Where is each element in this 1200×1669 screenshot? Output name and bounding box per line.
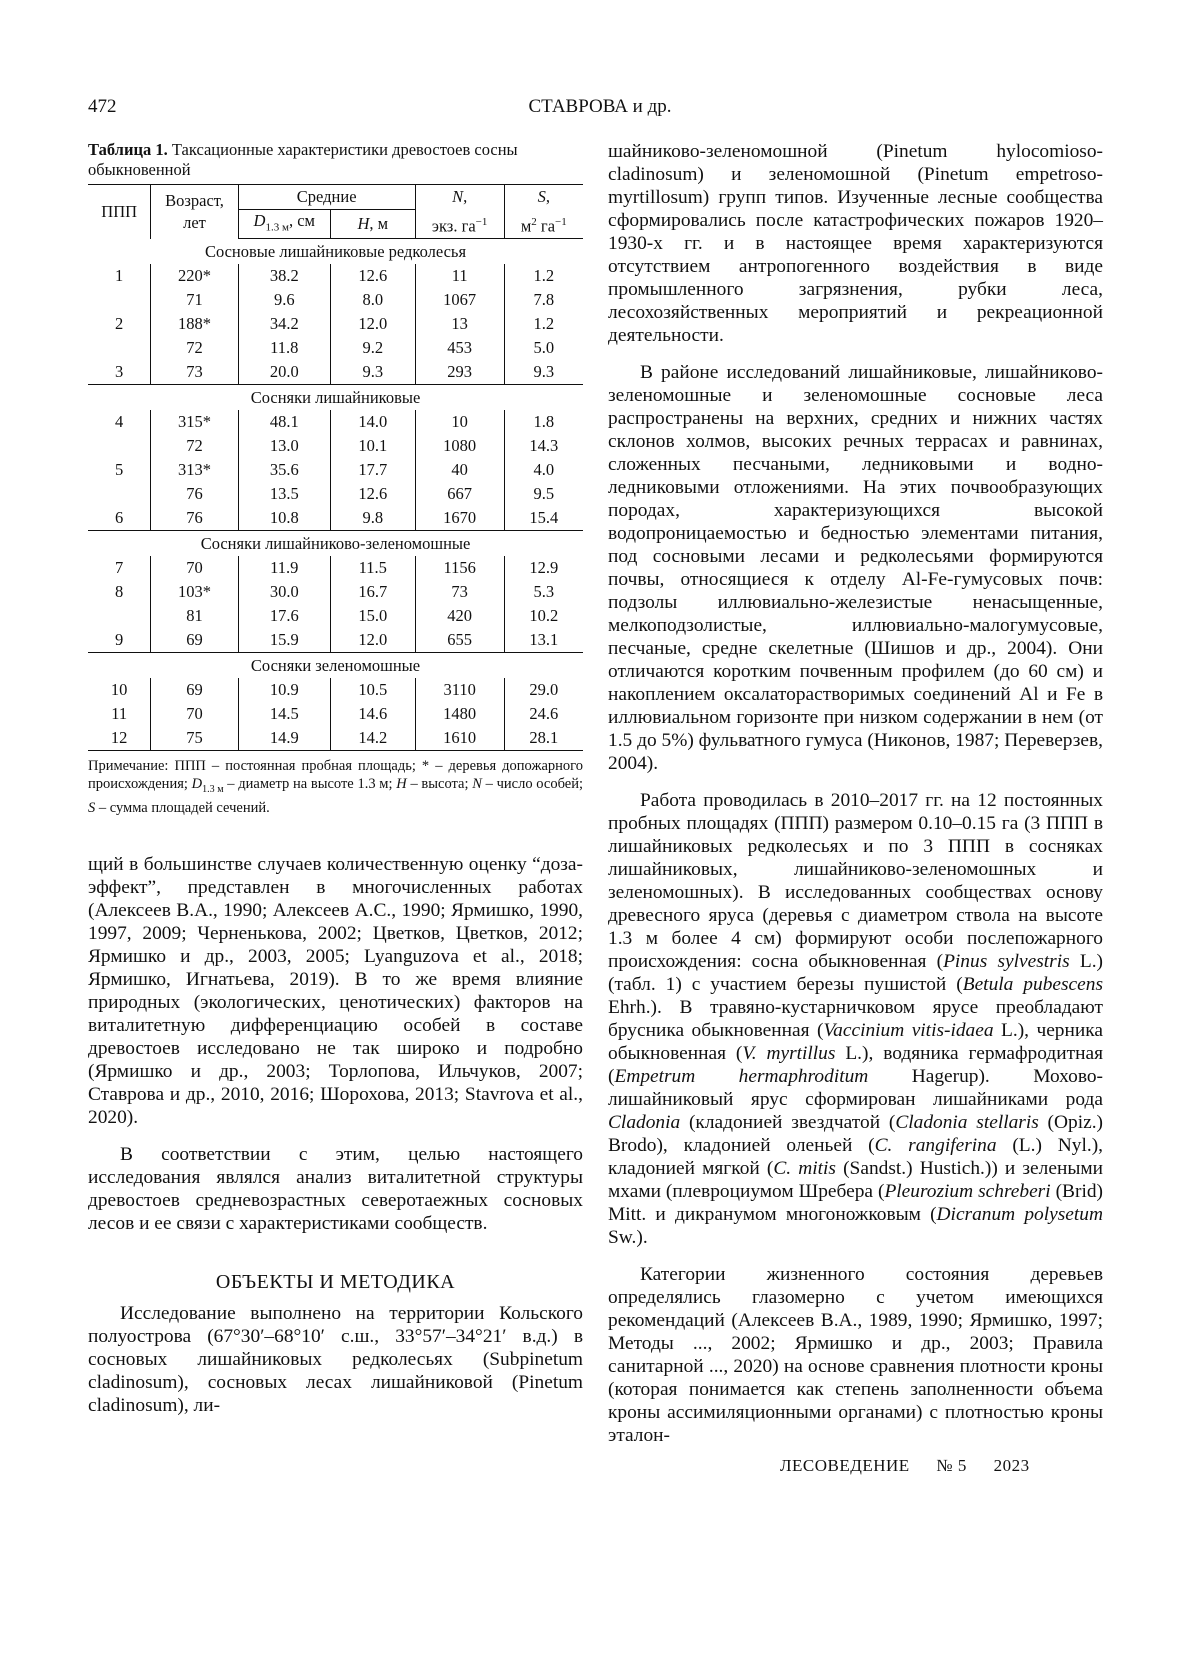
table-caption [88, 140, 583, 180]
header-age [151, 185, 238, 239]
note-part4: – число особей; [481, 776, 584, 793]
table-cell-n: 420 [415, 604, 504, 628]
table-row [88, 410, 583, 434]
left-paragraph-1: щий в большинстве случаев количественную оценку “доза-эффект”, представлен в многочисленных работах (Алексеев В.А., 1990; Алексеев А.С., 1990; Ярмишко, 1990, 1997, 2009; Черненькова, 2002; Цветков, Цветков, 2012; Ярмишко и др., 2003, 2005; Lyanguzova et al., 2018; Ярмишко, Игнатьева, 2019). В то же время влияние природных (экологических, ценотических) факторов на виталитетную дифференциацию особей в составе древостоев исследовано не так широко и подробно (Ярмишко и др., 2003; Торлопова, Ильчуков, 2007; Ставрова и др., 2010, 2016; Шорохова, 2013; Stavrova et al., 2020). [88, 854, 583, 1129]
table-cell-d: 14.5 [238, 702, 330, 726]
table-cell-n: 1156 [415, 556, 504, 580]
table-caption-text: Таксационные характеристики древостоев сосны обыкновенной [88, 140, 518, 179]
table-cell-ppp: 8 [115, 582, 124, 602]
table-cell-n: 1480 [415, 702, 504, 726]
table-cell-d: 34.2 [238, 312, 330, 336]
table-cell-ppp [88, 288, 151, 312]
p3-text-1: Работа проводилась в 2010–2017 гг. на 12 постоянных пробных площадях (ППП) размером 0.10–0.15 га (3 ППП в лишайниковых редколесьях и по 3 ППП в сосняках лишайниковых, лишайниково-зеленомошных и зеленомошных). В исследованных сообществах основу древесного яруса (деревья с диаметром ствола на высоте 1.3 м более 4 см) формируют особи послепожарного происхождения: сосна обыкновенная ( [608, 790, 1103, 972]
p3-text-3: Ehrh.). В травяно-кустарничковом ярусе преобладают брусника обыкновенная ( [608, 997, 1103, 1041]
p3-text-11: (Brid) Mitt. и дикранумом многоножковым ( [608, 1181, 1103, 1225]
header-s-unit [504, 210, 583, 239]
table-cell-s: 24.6 [504, 702, 583, 726]
table-row [88, 312, 583, 336]
table-cell-d: 11.8 [238, 336, 330, 360]
table-cell-ppp [88, 482, 151, 506]
table-cell-ppp: 11 [111, 704, 128, 724]
table-cell-ppp [88, 604, 151, 628]
table-cell-d: 20.0 [238, 360, 330, 385]
table-cell-ppp: 3 [115, 362, 124, 382]
table-cell-n: 655 [415, 628, 504, 653]
footer-journal: ЛЕСОВЕДЕНИЕ [780, 1456, 910, 1475]
table-cell-n: 1610 [415, 726, 504, 751]
table-cell-age: 188* [151, 312, 238, 336]
right-paragraph-2: В районе исследований лишайниковые, лишайниково-зеленомошные и зеленомошные сосновые леса распространены на верхних, средних и нижних частях склонов холмов, высоких речных террасах и равнинах, сложенных песчаными, ледниковыми и водно-ледниковыми отложениями. На этих почвообразующих породах, характеризующихся высокой водопроницаемостью и бедностью элементами питания, под сосновыми лесами и редколесьями формируются почвы, относящиеся к отделу Al-Fe-гумусовых почв: подзолы иллювиально-железистые ненасыщенные, мелкоподзолистые, иллювиально-малогумусовые, песчаные, средне скелетные (Шишов и др., 2004). Они отличаются коротким почвенным профилем (до 60 см) и накоплением оксалаторастворимых соединений Al и Fe в иллювиальном горизонте при низком содержании в нем (от 1.5 до 5%) фульватного гумуса (Никонов, 1987; Переверзев, 2004). [608, 362, 1103, 774]
table-cell-d: 14.9 [238, 726, 330, 751]
header-d [238, 210, 330, 239]
note-d-symbol: D [191, 776, 203, 793]
table-cell-h: 14.0 [330, 410, 415, 434]
table-cell-s: 14.3 [504, 434, 583, 458]
table-cell-n: 293 [415, 360, 504, 385]
table-cell-h: 9.8 [330, 506, 415, 531]
left-paragraph-2: В соответствии с этим, целью настоящего исследования являлся анализ виталитетной структуры древостоев средневозрастных северотаежных сосновых лесов и ее связи с характеристиками сообществ. [88, 1144, 583, 1235]
header-n-unit [415, 210, 504, 239]
p3-latin-dicranum: Dicranum polysetum [936, 1204, 1103, 1225]
right-paragraph-3 [608, 789, 1103, 1249]
table-cell-h: 12.0 [330, 628, 415, 653]
table-cell-n: 10 [415, 410, 504, 434]
p3-latin-stellaris: Cladonia stellaris [895, 1112, 1039, 1133]
note-part1: Примечание: ППП – постоянная пробная площадь; * – деревья допожарного происхождения; [88, 758, 583, 793]
table-cell-age: 76 [151, 482, 238, 506]
table-row [88, 482, 583, 506]
header-s-unit-ga: га [536, 216, 556, 236]
p3-text-5: L.), водяника гермафродитная ( [608, 1043, 1103, 1087]
footer-year: 2023 [993, 1456, 1030, 1475]
p3-latin-vaccinium: Vaccinium vitis-idaea [823, 1020, 994, 1041]
table-row [88, 434, 583, 458]
p3-text-10: (Sandst.) Hustich.)) и зелеными мхами (плевроциумом Шребера ( [608, 1158, 1104, 1202]
table-cell-h: 14.6 [330, 702, 415, 726]
table-section-title: Сосняки зеленомошные [88, 653, 583, 679]
table-cell-h: 15.0 [330, 604, 415, 628]
p3-text-6: Hagerup). Мохово-лишайниковый ярус сформирован лишайниками рода [608, 1066, 1103, 1110]
header-h-symbol: H [357, 214, 370, 234]
table-cell-d: 30.0 [238, 580, 330, 604]
table-cell-d: 48.1 [238, 410, 330, 434]
table-cell-age: 70 [151, 556, 238, 580]
table-cell-age: 69 [151, 678, 238, 702]
right-paragraph-1: шайниково-зеленомошной (Pinetum hylocomioso-cladinosum) и зеленомошной (Pinetum empetroso-myrtillosum) групп типов. Изученные лесные сообщества сформировались после катастрофических пожаров 1920–1930-х гг. и в настоящее время характеризуются отсутствием антропогенного воздействия в виде промышленного загрязнения, рубки леса, лесохозяйственных мероприятий и рекреационной деятельности. [608, 141, 1103, 346]
table-cell-d: 15.9 [238, 628, 330, 653]
p3-latin-empetrum: Empetrum hermaphroditum [614, 1066, 869, 1087]
p3-latin-mitis: C. mitis [773, 1158, 836, 1179]
table-cell-age: 70 [151, 702, 238, 726]
table-cell-n: 40 [415, 458, 504, 482]
table-cell-ppp: 9 [115, 630, 124, 650]
p3-latin-cladonia: Cladonia [608, 1112, 681, 1133]
page-footer [780, 1456, 1052, 1476]
header-s-comma: , [545, 187, 550, 207]
table-row [88, 458, 583, 482]
table-cell-h: 10.5 [330, 678, 415, 702]
table-cell-age: 220* [151, 264, 238, 288]
table-cell-d: 17.6 [238, 604, 330, 628]
header-s-unit-m: м [520, 216, 532, 236]
table-cell-ppp [88, 434, 151, 458]
p3-text-4: L.), черника обыкновенная ( [608, 1020, 1103, 1064]
table-cell-h: 12.6 [330, 264, 415, 288]
table-cell-age: 73 [151, 360, 238, 385]
taxation-table [88, 184, 583, 751]
table-cell-d: 11.9 [238, 556, 330, 580]
table-cell-age: 72 [151, 434, 238, 458]
header-h-unit: , м [369, 214, 389, 234]
table-cell-ppp: 10 [110, 680, 128, 700]
note-part5: – сумма площадей сечений. [95, 800, 270, 817]
p3-latin-pleurozium: Pleurozium schreberi [884, 1181, 1051, 1202]
note-h-symbol: H [396, 776, 407, 793]
header-d-unit: , см [288, 211, 315, 230]
table-cell-ppp [88, 336, 151, 360]
table-cell-ppp: 2 [115, 314, 124, 334]
table-cell-age: 81 [151, 604, 238, 628]
header-s [504, 185, 583, 210]
table-cell-d: 38.2 [238, 264, 330, 288]
running-title: СТАВРОВА и др. [528, 96, 672, 117]
table-row [88, 264, 583, 288]
table-row [88, 604, 583, 628]
table-cell-h: 12.0 [330, 312, 415, 336]
table-cell-s: 1.2 [504, 312, 583, 336]
p3-text-8: (Opiz.) Brodo), кладонией оленьей ( [608, 1112, 1103, 1156]
table-cell-h: 14.2 [330, 726, 415, 751]
header-d-sub: 1.3 м [265, 221, 289, 234]
table-row [88, 702, 583, 726]
table-cell-n: 667 [415, 482, 504, 506]
header-n-symbol: N [452, 187, 464, 207]
table-cell-h: 9.2 [330, 336, 415, 360]
table-cell-s: 9.5 [504, 482, 583, 506]
table-cell-s: 9.3 [504, 360, 583, 385]
table-cell-s: 4.0 [504, 458, 583, 482]
note-part2: – диаметр на высоте 1.3 м; [223, 776, 397, 793]
right-paragraph-4: Категории жизненного состояния деревьев определялись глазомерно с учетом имеющихся рекомендаций (Алексеев В.А., 1989, 1990; Ярмишко, 1997; Методы ..., 2002; Ярмишко и др., 2003; Правила санитарной ..., 2020) на основе сравнения плотности кроны (которая понимается как степень заполненности объема кроны ассимиляционными органами) с плотностью кроны эталон- [608, 1264, 1103, 1446]
table-cell-s: 12.9 [504, 556, 583, 580]
header-means: Средние [238, 185, 415, 210]
note-n-symbol: N [472, 776, 482, 793]
table-cell-h: 9.3 [330, 360, 415, 385]
table-row [88, 506, 583, 531]
p3-text-9: (L.) Nyl.), кладонией мягкой ( [608, 1135, 1103, 1179]
table-row [88, 288, 583, 312]
table-cell-d: 13.5 [238, 482, 330, 506]
table-row [88, 628, 583, 653]
p3-text-7: (кладонией звездчатой ( [680, 1112, 896, 1133]
note-s-symbol: S [88, 800, 96, 817]
header-age-line2: лет [183, 212, 206, 232]
table-cell-s: 28.1 [504, 726, 583, 751]
table-cell-s: 5.0 [504, 336, 583, 360]
right-column [608, 140, 1103, 1447]
table-cell-n: 73 [415, 580, 504, 604]
header-n-sup: −1 [475, 215, 488, 228]
p3-latin-myrtillus: V. myrtillus [742, 1043, 836, 1064]
header-n [415, 185, 504, 210]
table-section-title: Сосновые лишайниковые редколесья [204, 242, 467, 262]
table-section-row [88, 531, 583, 557]
table-cell-n: 1080 [415, 434, 504, 458]
table-cell-d: 10.8 [238, 506, 330, 531]
table-cell-ppp: 6 [115, 508, 124, 528]
table-cell-s: 13.1 [504, 628, 583, 653]
header-h [330, 210, 415, 239]
table-caption-label: Таблица 1. [88, 140, 168, 159]
table-cell-h: 10.1 [330, 434, 415, 458]
table-cell-n: 1670 [415, 506, 504, 531]
table-cell-s: 29.0 [504, 678, 583, 702]
table-cell-d: 10.9 [238, 678, 330, 702]
table-row [88, 678, 583, 702]
header-age-line1: Возраст, [165, 190, 224, 210]
table-section-row [88, 385, 583, 411]
header-s-sup2: 2 [531, 215, 537, 228]
table-cell-s: 7.8 [504, 288, 583, 312]
left-paragraph-3: Исследование выполнено на территории Кольского полуострова (67°30′–68°10′ с.ш., 33°57′–34°21′ в.д.) в сосновых лишайниковых редколесьях (Subpinetum cladinosum), сосновых лесах лишайниковой (Pinetum cladinosum), ли- [88, 1303, 583, 1417]
table-cell-age: 315* [151, 410, 238, 434]
table-cell-n: 11 [415, 264, 504, 288]
table-cell-h: 11.5 [330, 556, 415, 580]
header-n-comma: , [463, 187, 468, 207]
table-cell-age: 75 [151, 726, 238, 751]
footer-issue: № 5 [936, 1456, 967, 1475]
p3-latin-pinus: Pinus sylvestris [943, 951, 1070, 972]
p3-latin-rangiferina: C. rangiferina [874, 1135, 997, 1156]
header-n-unit-text: экз. га [431, 216, 476, 236]
p3-text-2: L.) (табл. 1) с участием березы пушистой ( [608, 951, 1104, 995]
table-cell-h: 16.7 [330, 580, 415, 604]
table-cell-n: 453 [415, 336, 504, 360]
table-cell-age: 72 [151, 336, 238, 360]
table-cell-h: 17.7 [330, 458, 415, 482]
p3-text-12: Sw.). [608, 1227, 648, 1248]
p3-latin-betula: Betula pubescens [962, 974, 1103, 995]
table-cell-n: 13 [415, 312, 504, 336]
table-section-row [88, 239, 583, 265]
table-cell-h: 12.6 [330, 482, 415, 506]
left-column [88, 140, 583, 1417]
table-cell-age: 69 [151, 628, 238, 653]
header-s-symbol: S [537, 187, 546, 207]
page-number: 472 [88, 96, 117, 117]
table-cell-s: 15.4 [504, 506, 583, 531]
header-d-symbol: D [253, 211, 266, 230]
table-cell-age: 313* [151, 458, 238, 482]
table-cell-ppp: 4 [115, 412, 124, 432]
table-row [88, 556, 583, 580]
table-row [88, 580, 583, 604]
table-section-title: Сосняки лишайниковые [88, 385, 583, 411]
table-cell-age: 76 [151, 506, 238, 531]
table-cell-ppp: 5 [115, 460, 124, 480]
table-cell-n: 3110 [415, 678, 504, 702]
table-cell-ppp: 1 [115, 266, 124, 286]
table-body [88, 239, 583, 751]
table-cell-h: 8.0 [330, 288, 415, 312]
table-cell-d: 13.0 [238, 434, 330, 458]
table-cell-d: 9.6 [238, 288, 330, 312]
table-cell-n: 1067 [415, 288, 504, 312]
table-cell-s: 10.2 [504, 604, 583, 628]
table-section-row [88, 653, 583, 679]
table-cell-d: 35.6 [238, 458, 330, 482]
header-ppp: ППП [88, 185, 151, 239]
table-note [88, 757, 583, 817]
note-d-sub: 1.3 м [202, 784, 224, 796]
table-cell-s: 1.8 [504, 410, 583, 434]
table-cell-ppp: 12 [110, 728, 128, 748]
table-cell-age: 71 [151, 288, 238, 312]
table-row [88, 360, 583, 385]
table-cell-age: 103* [151, 580, 238, 604]
table-cell-s: 1.2 [504, 264, 583, 288]
note-part3: – высота; [406, 776, 473, 793]
table-row [88, 726, 583, 751]
table-cell-ppp: 7 [115, 558, 124, 578]
table-section-title: Сосняки лишайниково-зеленомошные [88, 531, 583, 557]
section-title: ОБЪЕКТЫ И МЕТОДИКА [215, 1271, 456, 1294]
table-cell-s: 5.3 [504, 580, 583, 604]
header-s-sup: −1 [555, 215, 567, 228]
table-row [88, 336, 583, 360]
